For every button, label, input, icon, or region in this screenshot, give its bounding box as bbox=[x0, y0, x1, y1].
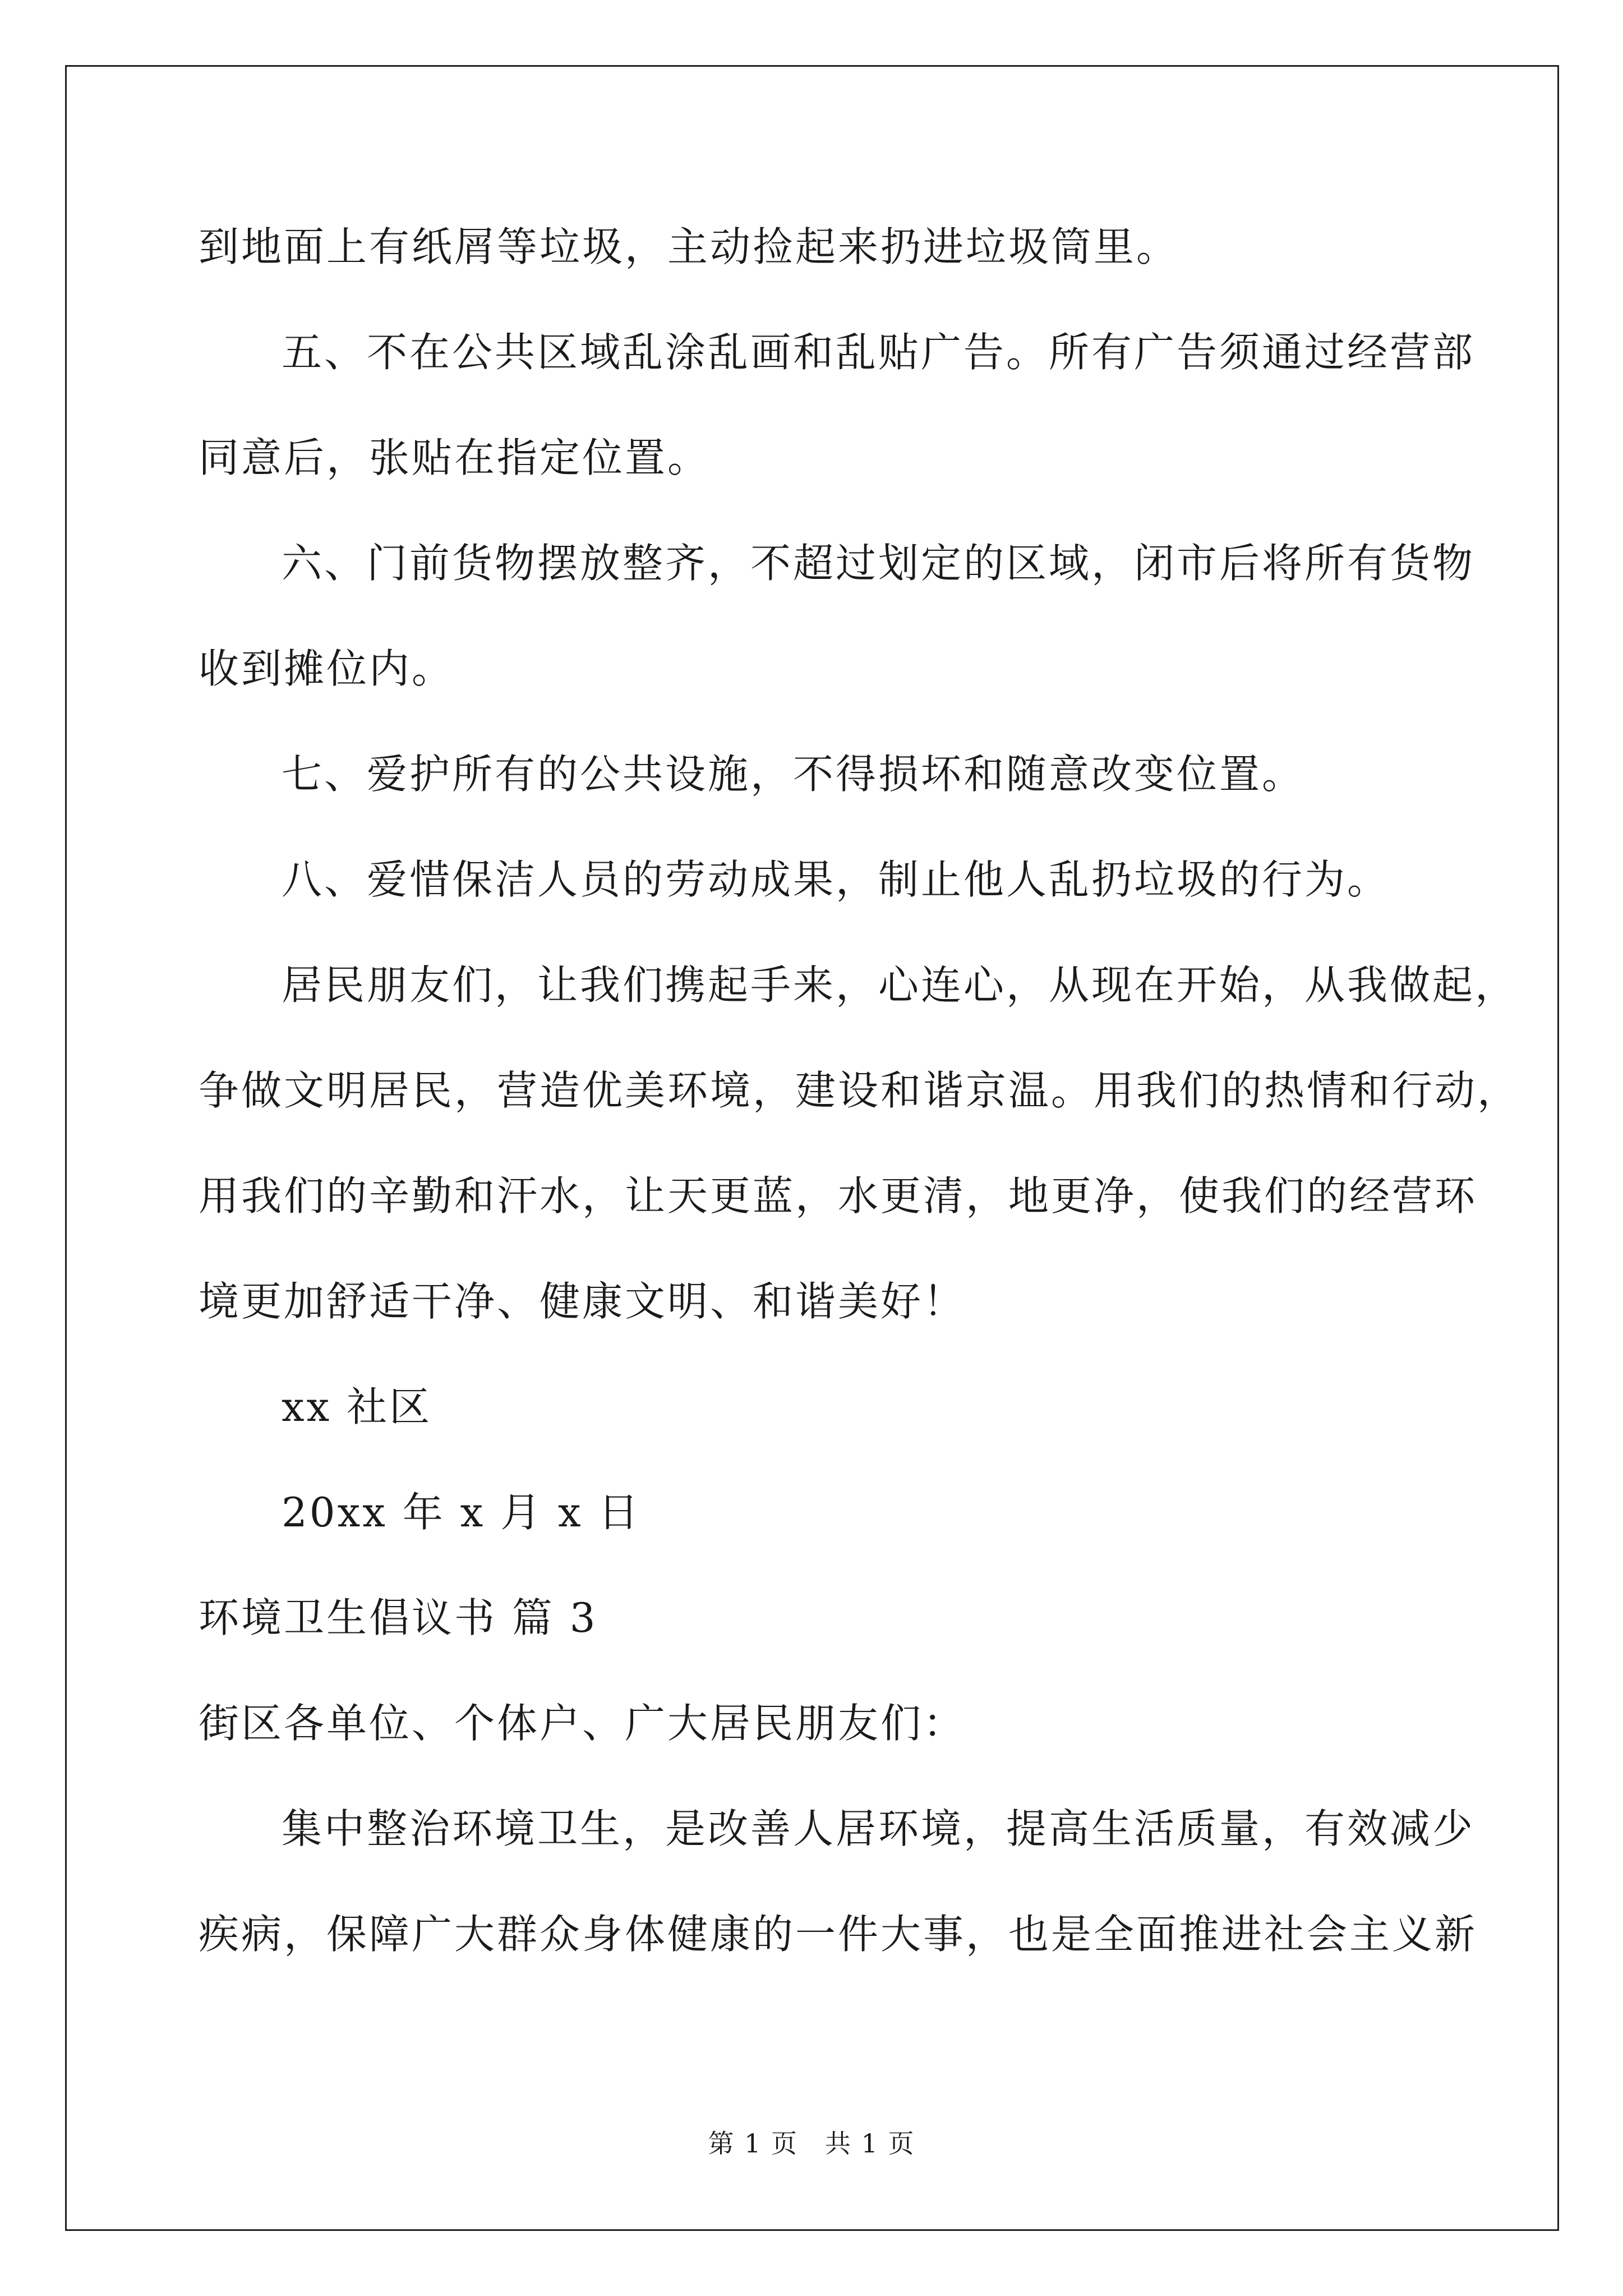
text-line: 五、不在公共区域乱涂乱画和乱贴广告。所有广告须通过经营部 bbox=[282, 329, 1476, 376]
text-line: 争做文明居民，营造优美环境，建设和谐京温。用我们的热情和行动， bbox=[199, 1067, 1520, 1114]
document-body bbox=[199, 213, 1520, 2006]
text-line: 同意后，张贴在指定位置。 bbox=[199, 434, 711, 481]
text-line: xx 社区 bbox=[282, 1383, 432, 1430]
text-line: 八、爱惜保洁人员的劳动成果，制止他人乱扔垃圾的行为。 bbox=[282, 856, 1390, 903]
text-line: 六、门前货物摆放整齐，不超过划定的区域，闭市后将所有货物 bbox=[282, 540, 1476, 587]
text-line: 用我们的辛勤和汗水，让天更蓝，水更清，地更净，使我们的经营环 bbox=[199, 1172, 1478, 1220]
text-line: 七、爱护所有的公共设施，不得损坏和随意改变位置。 bbox=[282, 751, 1305, 798]
text-line: 疾病，保障广大群众身体健康的一件大事，也是全面推进社会主义新 bbox=[199, 1911, 1478, 1958]
text-line: 境更加舒适干净、健康文明、和谐美好！ bbox=[199, 1278, 966, 1325]
text-line: 街区各单位、个体户、广大居民朋友们： bbox=[199, 1700, 966, 1747]
text-line: 到地面上有纸屑等垃圾，主动捡起来扔进垃圾筒里。 bbox=[199, 223, 1179, 270]
text-line: 集中整治环境卫生，是改善人居环境，提高生活质量，有效减少 bbox=[282, 1805, 1476, 1852]
text-line: 20xx 年 x 月 x 日 bbox=[282, 1489, 641, 1536]
text-line: 居民朋友们，让我们携起手来，心连心，从现在开始，从我做起， bbox=[282, 961, 1518, 1009]
text-line: 收到摊位内。 bbox=[199, 645, 455, 692]
page-footer: 第 1 页 共 1 页 bbox=[708, 2128, 915, 2159]
text-line: 环境卫生倡议书 篇 3 bbox=[199, 1594, 598, 1641]
